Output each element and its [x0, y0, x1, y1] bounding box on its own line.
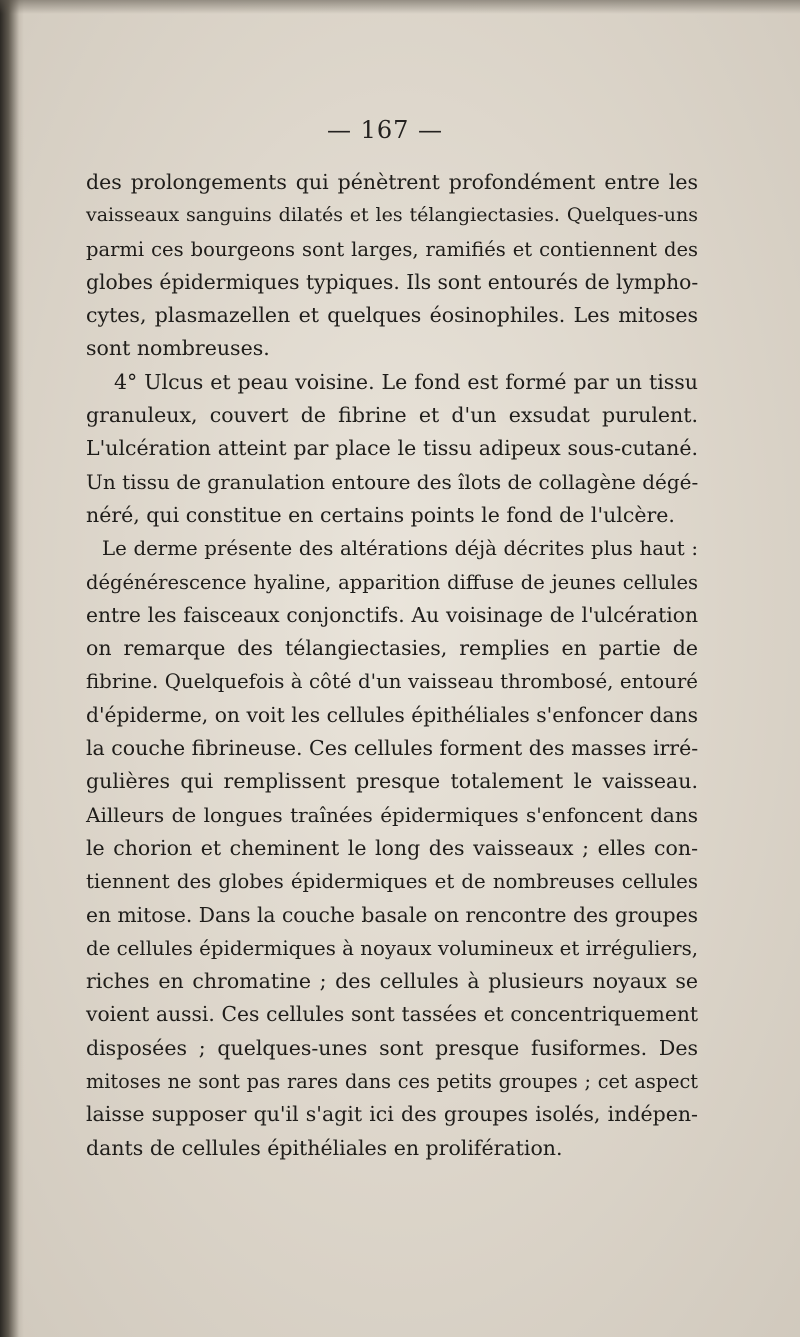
- text-line: Le derme présente des altérations déjà décrites plus haut :: [102, 537, 698, 561]
- text-line: tiennent des globes épidermiques et de nombreuses cellules: [86, 870, 698, 894]
- text-line: en mitose. Dans la couche basale on rencontre des groupes: [86, 902, 698, 927]
- text-line: mitoses ne sont pas rares dans ces petits groupes ; cet aspect: [86, 1070, 698, 1094]
- spine-shadow: [0, 0, 24, 1337]
- page-number: — 167 —: [326, 116, 444, 144]
- text-line: Ailleurs de longues traînées épidermiques s'enfoncent dans: [86, 802, 698, 827]
- text-line: globes épidermiques typiques. Ils sont entourés de lympho-: [86, 269, 699, 294]
- text-line: le chorion et cheminent le long des vaisseaux ; elles con-: [86, 835, 698, 860]
- text-line: vaisseaux sanguins dilatés et les télangiectasies. Quelques-uns: [86, 204, 698, 227]
- text-line: Un tissu de granulation entoure des îlots de collagène dégé-: [86, 469, 699, 494]
- text-line: voient aussi. Ces cellules sont tassées et concentriquement: [86, 1002, 698, 1027]
- text-line: d'épiderme, on voit les cellules épithéliales s'enfoncer dans: [86, 702, 698, 727]
- text-line: entre les faisceaux conjonctifs. Au voisinage de l'ulcération: [86, 602, 698, 627]
- paragraph-2: [86, 366, 698, 532]
- text-line: on remarque des télangiectasies, remplies en partie de: [86, 636, 698, 661]
- text-line: fibrine. Quelquefois à côté d'un vaisseau thrombosé, entouré: [86, 670, 698, 694]
- text-line: riches en chromatine ; des cellules à plusieurs noyaux se: [86, 969, 698, 994]
- text-line: néré, qui constitue en certains points le fond de l'ulcère.: [86, 502, 675, 527]
- text-line: dégénérescence hyaline, apparition diffuse de jeunes cellules: [86, 570, 698, 594]
- text-line: L'ulcération atteint par place le tissu adipeux sous-cutané.: [86, 436, 698, 461]
- text-line: dants de cellules épithéliales en prolifération.: [86, 1135, 563, 1160]
- body-text: [86, 166, 698, 1165]
- text-line: 4° Ulcus et peau voisine. Le fond est formé par un tissu: [114, 369, 698, 394]
- paragraph-3: [86, 532, 698, 1165]
- top-edge-shadow: [0, 0, 800, 14]
- text-line: disposées ; quelques-unes sont presque fusiformes. Des: [86, 1035, 698, 1060]
- paragraph-1: [86, 166, 698, 366]
- text-line: granuleux, couvert de fibrine et d'un exsudat purulent.: [86, 403, 698, 428]
- text-line: de cellules épidermiques à noyaux volumineux et irréguliers,: [86, 936, 698, 960]
- text-line: laisse supposer qu'il s'agit ici des groupes isolés, indépen-: [86, 1102, 698, 1127]
- text-line: sont nombreuses.: [86, 336, 270, 361]
- text-line: la couche fibrineuse. Ces cellules forment des masses irré-: [86, 736, 699, 761]
- text-line: gulières qui remplissent presque totalement le vaisseau.: [86, 769, 698, 794]
- text-line: cytes, plasmazellen et quelques éosinophiles. Les mitoses: [86, 303, 698, 328]
- text-line: des prolongements qui pénètrent profondément entre les: [86, 170, 698, 194]
- text-line: parmi ces bourgeons sont larges, ramifiés et contiennent des: [86, 237, 698, 261]
